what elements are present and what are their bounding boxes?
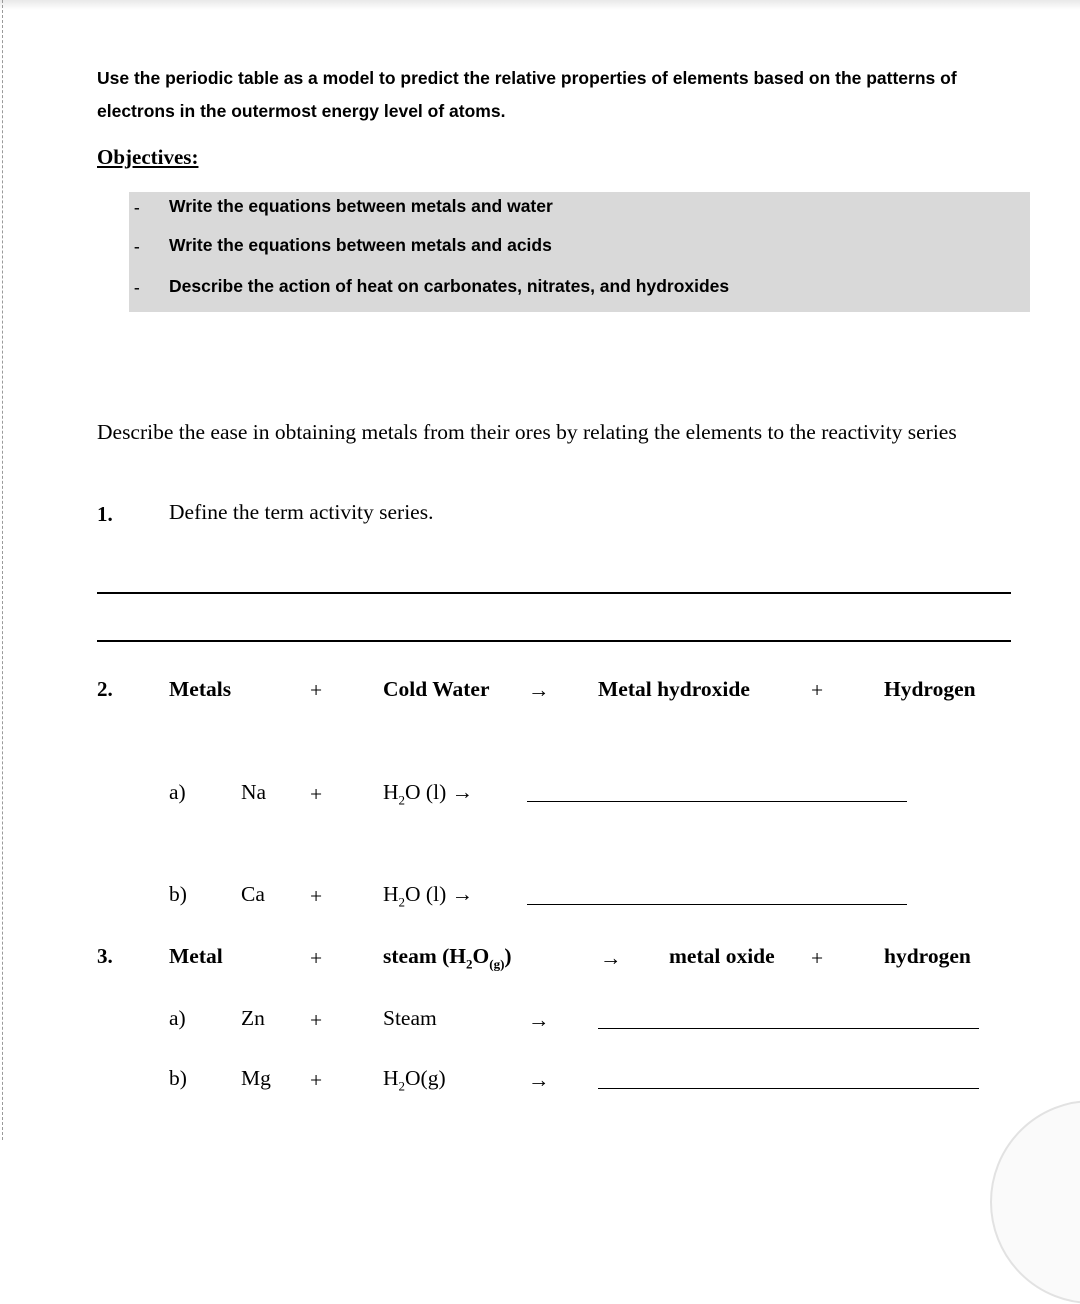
equation-reactant: Metals xyxy=(169,677,232,701)
plus-sign: + xyxy=(310,946,323,970)
answer-line[interactable] xyxy=(97,592,1011,594)
equation-reactant: Cold Water xyxy=(383,677,490,701)
equation-product: metal oxide xyxy=(669,944,775,968)
metal-symbol: Ca xyxy=(241,882,265,906)
plus-sign: + xyxy=(310,1008,323,1032)
arrow-icon: → xyxy=(528,1068,550,1092)
objectives-heading: Objectives: xyxy=(97,145,199,169)
objective-bullet: - xyxy=(134,278,140,297)
metal-symbol: Mg xyxy=(241,1066,271,1090)
section-intro: Describe the ease in obtaining metals from their ores by relating the elements to the reactivity series xyxy=(97,420,957,444)
plus-sign: + xyxy=(310,782,323,806)
metal-symbol: Na xyxy=(241,780,267,804)
metal-symbol: Zn xyxy=(241,1006,265,1030)
plus-sign: + xyxy=(811,678,824,702)
reactant-formula: $H_2O$ (l) → xyxy=(383,882,474,910)
objective-item: Describe the action of heat on carbonates, nitrates, and hydroxides xyxy=(169,276,730,296)
question-number: 1. xyxy=(97,502,113,526)
answer-line[interactable] xyxy=(97,640,1011,642)
arrow-icon: → xyxy=(600,946,622,970)
page-left-border xyxy=(2,0,3,1140)
plus-sign: + xyxy=(310,884,323,908)
page-curl-decoration xyxy=(990,1100,1080,1304)
answer-blank[interactable] xyxy=(598,1088,979,1089)
equation-reactant: Metal xyxy=(169,944,223,968)
objective-bullet: - xyxy=(134,237,140,256)
objective-item: Write the equations between metals and acids xyxy=(169,235,552,255)
plus-sign: + xyxy=(310,1068,323,1092)
question-number: 3. xyxy=(97,944,113,968)
row-label: b) xyxy=(169,1066,187,1090)
row-label: a) xyxy=(169,1006,186,1030)
reactant-formula: $H_2O$ (l) → xyxy=(383,780,474,808)
objective-item: Write the equations between metals and water xyxy=(169,196,553,216)
answer-blank[interactable] xyxy=(527,904,907,905)
equation-reactant: steam $(H_2O_{(g)})$ xyxy=(383,944,512,972)
row-label: b) xyxy=(169,882,187,906)
answer-blank[interactable] xyxy=(527,801,907,802)
reactant-formula: Steam xyxy=(383,1006,437,1030)
plus-sign: + xyxy=(310,678,323,702)
objective-bullet: - xyxy=(134,198,140,217)
plus-sign: + xyxy=(811,946,824,970)
arrow-icon: → xyxy=(528,1008,550,1032)
learning-standard: Use the periodic table as a model to predict the relative properties of elements based on the patterns of electrons in the outermost energy level of atoms. xyxy=(97,68,957,121)
question-number: 2. xyxy=(97,677,113,701)
equation-product: Metal hydroxide xyxy=(598,677,750,701)
row-label: a) xyxy=(169,780,186,804)
question-text: Define the term activity series. xyxy=(169,500,434,524)
equation-product: Hydrogen xyxy=(884,677,976,701)
reactant-formula: $H_2O(g)$ xyxy=(383,1066,446,1094)
arrow-icon: → xyxy=(528,678,550,702)
page-top-shadow xyxy=(0,0,1080,10)
equation-product: hydrogen xyxy=(884,944,971,968)
answer-blank[interactable] xyxy=(598,1028,979,1029)
